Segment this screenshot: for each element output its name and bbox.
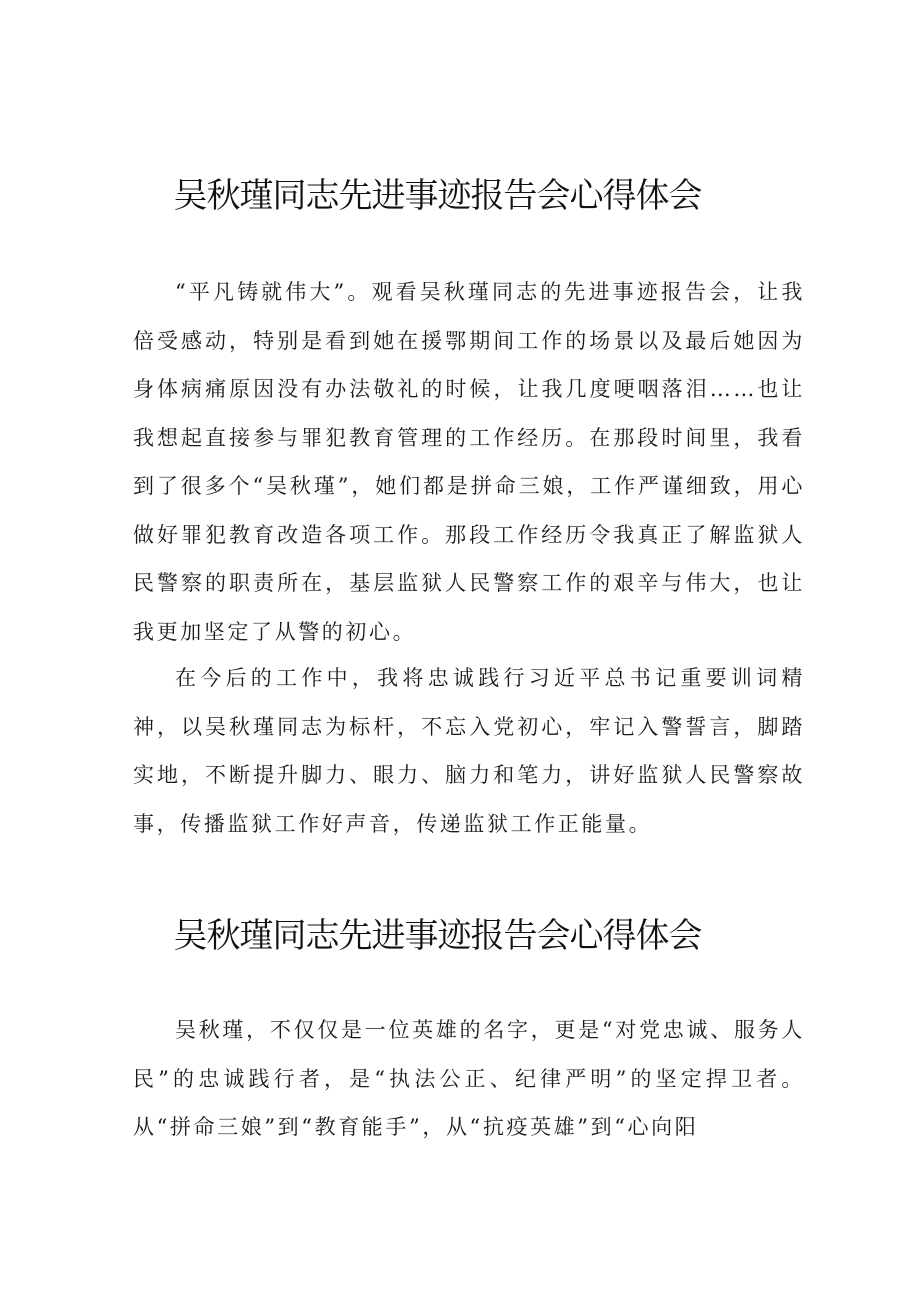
section-1-paragraph-1: “平凡铸就伟大”。观看吴秋瑾同志的先进事迹报告会，让我倍受感动，特别是看到她在援鄂期间工作的场景以及最后她因为身体病痛原因没有办法敬礼的时候，让我几度哽咽落泪……也让我想起直接参与罪犯教育管理的工作经历。在那段时间里，我看到了很多个“吴秋瑾”，她们都是拼命三娘，工作严谨细致，用心做好罪犯教育改造各项工作。那段工作经历令我真正了解监狱人民警察的职责所在，基层监狱人民警察工作的艰辛与伟大，也让我更加坚定了从警的初心。 bbox=[133, 280, 805, 644]
section-1-title: 吴秋瑾同志先进事迹报告会心得体会 bbox=[173, 176, 702, 216]
section-1-paragraph-2: 在今后的工作中，我将忠诚践行习近平总书记重要训词精神，以吴秋瑾同志为标杆，不忘入党初心，牢记入警誓言，脚踏实地，不断提升脚力、眼力、脑力和笔力，讲好监狱人民警察故事，传播监狱工作好声音，传递监狱工作正能量。 bbox=[133, 666, 805, 836]
section-2-paragraph-1: 吴秋瑾，不仅仅是一位英雄的名字，更是“对党忠诚、服务人民”的忠诚践行者，是“执法公正、纪律严明”的坚定捍卫者。从“拼命三娘”到“教育能手”，从“抗疫英雄”到“心向阳 bbox=[133, 1018, 805, 1139]
section-2-title: 吴秋瑾同志先进事迹报告会心得体会 bbox=[173, 916, 702, 956]
